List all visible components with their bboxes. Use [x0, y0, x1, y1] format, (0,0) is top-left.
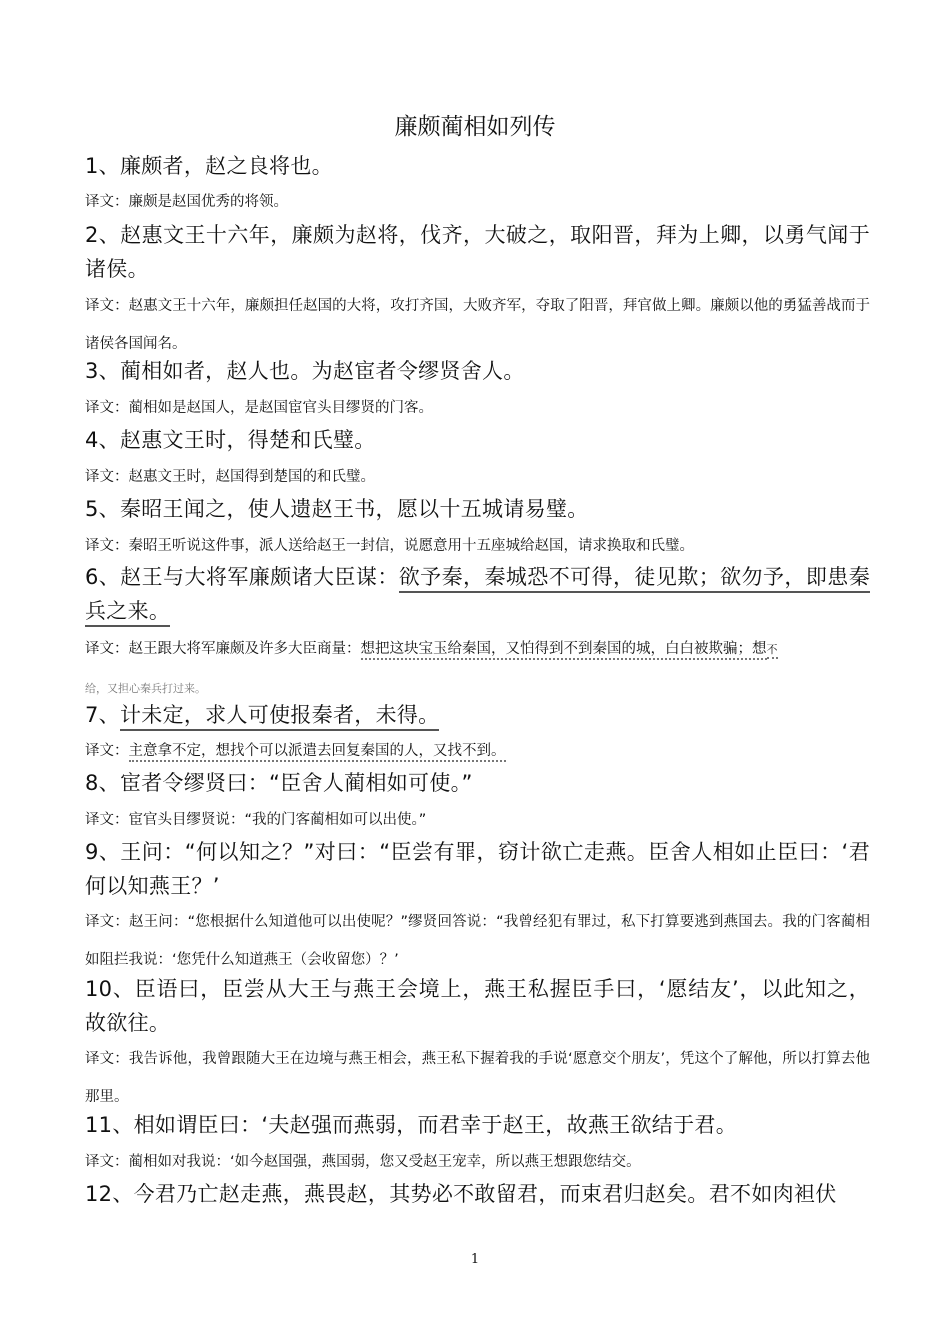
sentence-7-underlined: 计未定，求人可使报秦者，未得。	[120, 703, 440, 731]
translation-6-small: 不	[767, 643, 778, 659]
sentence-7-lead: 7、	[85, 703, 120, 727]
translation-7	[85, 732, 870, 770]
sentence-11: 11、相如谓臣曰：‘夫赵强而燕弱，而君幸于赵王，故燕王欲结于君。	[85, 1113, 737, 1137]
translation-6-lead: 译文：赵王跟大将军廉颇及许多大臣商量：	[85, 641, 361, 657]
sentence-1: 1、廉颇者，赵之良将也。	[85, 154, 333, 178]
sentence-4: 4、赵惠文王时，得楚和氏璧。	[85, 428, 376, 452]
sentence-9: 9、王问：“何以知之？”对曰：“臣尝有罪，窃计欲亡走燕。臣舍人相如止臣曰：‘君何以知燕王？’	[85, 840, 870, 898]
sentence-5: 5、秦昭王闻之，使人遗赵王书，愿以十五城请易璧。	[85, 497, 589, 521]
sentence-8: 8、宦者令缪贤曰：“臣舍人蔺相如可使。”	[85, 771, 473, 795]
translation-2: 译文：赵惠文王十六年，廉颇担任赵国的大将，攻打齐国，大败齐军，夺取了阳晋，拜官做上卿。廉颇以他的勇猛善战而于诸侯各国闻名。	[85, 298, 870, 352]
translation-3: 译文：蔺相如是赵国人，是赵国宦官头目缪贤的门客。	[85, 400, 433, 416]
translation-6-faint: 给，又担心秦兵打过来。	[85, 682, 206, 695]
sentence-6-lead: 6、赵王与大将军廉颇诸大臣谋：	[85, 565, 399, 589]
translation-5: 译文：秦昭王听说这件事，派人送给赵王一封信，说愿意用十五座城给赵国，请求换取和氏璧。	[85, 538, 694, 554]
sentence-6	[85, 560, 870, 628]
sentence-6-underlined: 欲予秦，秦城恐不可得，徒见欺；欲勿予，即患秦兵之来。	[85, 565, 870, 627]
page-title: 廉颇蔺相如列传	[394, 114, 556, 140]
translation-10: 译文：我告诉他，我曾跟随大王在边境与燕王相会，燕王私下握着我的手说‘愿意交个朋友’，凭这个了解他，所以打算去他那里。	[85, 1051, 870, 1105]
translation-6	[85, 630, 870, 708]
sentence-3: 3、蔺相如者，赵人也。为赵宦者令缪贤舍人。	[85, 359, 525, 383]
sentence-2: 2、赵惠文王十六年，廉颇为赵将，伐齐，大破之，取阳晋，拜为上卿，以勇气闻于诸侯。	[85, 223, 870, 281]
sentence-10: 10、臣语曰，臣尝从大王与燕王会境上，燕王私握臣手曰，‘愿结友’，以此知之，故欲往。	[85, 977, 870, 1035]
translation-7-lead: 译文：	[85, 743, 129, 759]
sentence-12: 12、今君乃亡赵走燕，燕畏赵，其势必不敢留君，而束君归赵矣。君不如肉袒伏	[85, 1182, 837, 1206]
translation-8: 译文：宦官头目缪贤说：“我的门客蔺相如可以出使。”	[85, 812, 427, 828]
translation-9: 译文：赵王问：“您根据什么知道他可以出使呢？”缪贤回答说：“我曾经犯有罪过，私下打算要逃到燕国去。我的门客蔺相如阻拦我说：‘您凭什么知道燕王（会收留您）？’	[85, 914, 870, 968]
translation-6-underlined: 想把这块宝玉给秦国，又怕得到不到秦国的城，白白被欺骗；想	[361, 641, 767, 660]
sentence-7	[85, 698, 870, 732]
translation-11: 译文：蔺相如对我说：‘如今赵国强，燕国弱，您又受赵王宠幸，所以燕王想跟您结交。	[85, 1154, 641, 1170]
page-number: 1	[470, 1252, 480, 1267]
translation-1: 译文：廉颇是赵国优秀的将领。	[85, 194, 288, 210]
translation-4: 译文：赵惠文王时，赵国得到楚国的和氏璧。	[85, 469, 375, 485]
translation-7-underlined: 主意拿不定，想找个可以派遣去回复秦国的人，又找不到。	[129, 743, 506, 762]
